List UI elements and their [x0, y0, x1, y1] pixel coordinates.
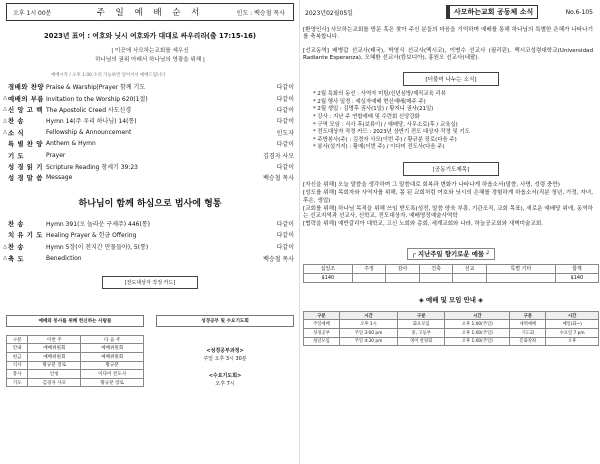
order-of-worship-page [2, 0, 298, 464]
page-title: 주 일 예 배 순 서 [96, 8, 204, 18]
service-times [156, 347, 294, 388]
volunteer-section [6, 315, 144, 388]
page-divider [299, 0, 300, 464]
table-cell: 매일(화~) [546, 320, 599, 329]
table-cell [453, 273, 487, 282]
table-cell: 오후 1:00(주일) [445, 320, 510, 329]
table-cell: 새벽예배 [510, 320, 546, 329]
table-cell: 주일 3:00 pm [339, 328, 397, 337]
table-cell: 황규분 [81, 361, 144, 370]
table-cell: 청년모임 [304, 337, 340, 346]
order-row [2, 138, 298, 149]
table-cell [486, 273, 555, 282]
stand-mark: △ [3, 106, 7, 113]
order-item-content: Hymn 391(오 놀라운 구세주) 446(통) [46, 220, 150, 228]
order-item-name: 경배와 찬양 [8, 83, 45, 92]
stand-mark: △ [3, 117, 7, 124]
table-cell: 이번 주 [28, 335, 81, 344]
table-cell: 시간 [546, 311, 599, 320]
year-theme: 2023년 표어 : 여호와 닛시 여호와가 대대로 싸우리라(출 17:15-16) [43, 32, 256, 40]
worship-notice: 예배시작 / 오후 1:00 소리 가능하면 일어서서 예배드립니다 [51, 73, 166, 78]
order-item-content: Prayer [46, 151, 66, 159]
table-cell: 오후 1:00(주일) [445, 337, 510, 346]
order-row [2, 115, 298, 126]
table-cell: 건축 [419, 264, 453, 273]
order-item-person: 백승철 목사 [263, 255, 294, 263]
order-item-name: 찬 송 [8, 117, 25, 126]
table-row [304, 264, 599, 273]
order-item-person: 다같이 [276, 95, 294, 103]
table-cell: 영어 찬양회 [398, 337, 445, 346]
schedule-table [303, 311, 599, 346]
stand-mark: △ [3, 129, 7, 136]
bulletin-date: 2023년02월05일 [305, 9, 353, 17]
prayer-topics-label: [공동기도제목] [403, 162, 499, 176]
order-item-name: 성 경 말 씀 [8, 174, 43, 183]
table-cell: 안칭 [28, 370, 81, 379]
stand-mark: △ [3, 255, 7, 262]
table-cell: 예배위원회 [28, 344, 81, 353]
order-item-name: 소 식 [8, 128, 25, 137]
missions-paragraph: [선교동역] 배병갑 선교사(태국), 박영식 선교사(멕시코), 이병수 선교사 (필리핀), 멕시코성령대학교(Universidad Radiante Esperanza), 오혜환 선교사(캄보디아), 홍원오 선교사(네팔). [303, 47, 593, 61]
service-time: 오후 1시 00분 [13, 9, 52, 17]
schedule-heading: ◈ 예배 및 모임 안내 ◈ [418, 295, 484, 304]
list-item: * 주방봉사(주) : 김경자 사모(이번 주) / 황규분 장로(다음 주) [313, 136, 457, 143]
response-order-list [2, 218, 298, 264]
order-item-person: 다같이 [276, 141, 294, 149]
shared-news-label: [더불어 나누는 소식] [403, 72, 499, 86]
worship-order-list [2, 81, 298, 184]
table-cell: 구분 [304, 311, 340, 320]
order-item-name: 기 도 [8, 151, 25, 160]
table-cell: 구분 [398, 311, 445, 320]
order-row [2, 92, 298, 103]
order-item-person: 인도자 [276, 129, 294, 137]
announcements [303, 27, 599, 62]
table-cell: $140 [555, 273, 598, 282]
order-item-content: Anthem & Hymn [46, 140, 96, 148]
evangelism-card-label: [전도대상자 작정 카드] [102, 276, 198, 289]
order-item-person: 다같이 [276, 232, 294, 240]
table-cell: 특별 기타 [486, 264, 555, 273]
table-cell: 김경자 사모 [28, 378, 81, 387]
table-cell: 시간 [445, 311, 510, 320]
order-item-name: 특 별 찬 양 [8, 140, 43, 149]
worship-leader: 인도 : 백승철 목사 [236, 9, 285, 17]
order-item-name: 신 앙 고 백 [8, 105, 43, 114]
table-cell: 기도 [7, 378, 28, 387]
order-item-name: 예배의 부름 [8, 94, 45, 103]
table-row [304, 320, 599, 329]
order-item-content: The Apostolic Creed 사도신경 [46, 106, 132, 114]
table-row [304, 311, 599, 320]
community-news-page [303, 0, 599, 464]
bottom-info [2, 315, 298, 388]
table-cell: 예배위원회 [81, 344, 144, 353]
order-row [2, 252, 298, 264]
order-item-content: Healing Prayer & 헌금 Offering [46, 232, 137, 240]
motto-line-2: 하나님의 권위 아래서 하나님의 영광을 위해 | [95, 57, 205, 63]
table-row [304, 328, 599, 337]
stand-mark: △ [3, 95, 7, 102]
table-cell: 주일 4:30 pm [339, 337, 397, 346]
table-cell: 구분 [510, 311, 546, 320]
table-cell: 십일조 [304, 264, 353, 273]
sermon-title: 하나님이 함께 하심으로 범사에 형통 [78, 198, 222, 209]
order-row [2, 149, 298, 160]
table-cell: 합계 [555, 264, 598, 273]
table-cell: 구분 [7, 335, 28, 344]
table-cell: 선교 [453, 264, 487, 273]
order-item-person: 다같이 [276, 220, 294, 228]
list-item: * 구역 모임 : 식사 후(보류이) / 예배당, 사무소로(후 / 교육실) [313, 121, 458, 128]
order-item-name: 찬 송 [8, 219, 25, 228]
table-cell: 중, 고등부 [398, 328, 445, 337]
table-cell: 헌금 [7, 353, 28, 362]
order-item-name: 축 도 [8, 254, 25, 263]
table-cell: 오후 [546, 337, 599, 346]
order-item-content: Hymn 14(주 우리 하나님) 14(통) [46, 118, 137, 126]
table-cell: 황규분 장로 [28, 361, 81, 370]
order-row [2, 241, 298, 253]
table-cell: 기도회 [510, 328, 546, 337]
table-cell: 안내 [7, 344, 28, 353]
order-row [2, 127, 298, 138]
prayer-item: [교회를 위해] 하나님 목적을 위해 쓰임 받도록(성전, 말씀 양육 부흥, 기관조직, 교회 목표), 새로운 예배당 위에, 동역하는 선교지역과 선교사, 신학교, 전도대상자, 예배영정예술사역학 [303, 205, 593, 220]
bible-study-section [156, 315, 294, 388]
table-cell: 예배위원회 [81, 353, 144, 362]
table-cell: 주정 [352, 264, 386, 273]
list-item: * 2월 행사 일정 : 예실자예배 현신예배(매주 주) [313, 98, 426, 105]
prayer-topics [303, 182, 599, 229]
service-caption: 성경공부 및 수요기도회 [156, 315, 294, 327]
order-item-content: Message [46, 174, 73, 182]
order-item-content: Benediction [46, 254, 82, 262]
table-row [7, 361, 144, 370]
order-row [2, 172, 298, 183]
order-row [2, 218, 298, 230]
order-item-content: Praise & Warship|Prayer 함께 기도 [46, 84, 146, 92]
list-item: * 2월 특화의 동선 : 사역자 미팅/신년심방/제직교육 리뷰 [313, 91, 446, 98]
table-row [304, 273, 599, 282]
table-cell: 화요모임 [398, 320, 445, 329]
order-row [2, 104, 298, 115]
worship-header [6, 3, 294, 21]
church-motto [2, 47, 298, 65]
list-item: * 2월 생일 : 김명후 권사(1일) / 황지니 권사(21일) [313, 106, 434, 113]
order-item-person: 다같이 [276, 163, 294, 171]
table-cell: 감사 [386, 264, 420, 273]
list-item: * 전도대상자 작정 카드 : 2023년 상반기 전도 대상자 작정 및 기도 [313, 129, 470, 136]
offering-label: ┌ 지난주일 향기로운 예물 ┘ [407, 248, 495, 260]
table-row [7, 344, 144, 353]
order-item-content: Fellowship & Announcement [46, 128, 132, 136]
bible-study-time: 주일 오후 3시 30분 [203, 355, 247, 362]
list-item: * 강사 : 지난 주 연합예배 및 수련회 신앙강화 [313, 113, 420, 120]
offering-heading [303, 249, 599, 258]
order-item-person: 다같이 [276, 244, 294, 251]
table-cell [419, 273, 453, 282]
table-row [304, 337, 599, 346]
order-item-person: 다같이 [276, 84, 294, 92]
table-cell: 이다미 전도사 [81, 370, 144, 379]
news-list [303, 91, 599, 152]
order-item-person: 다같이 [276, 118, 294, 126]
order-row [2, 161, 298, 172]
news-title: 사모하는교회 공동체 소식 [446, 5, 538, 19]
table-cell: 문화강좌 [510, 337, 546, 346]
motto-line-1: | 이곳에 사모하는교회를 세우신 [111, 48, 189, 54]
order-item-name: 치 유 기 도 [8, 231, 43, 240]
table-row [7, 353, 144, 362]
order-item-content: Hymn 5장(이 천지간 만물들아), 5(통) [46, 244, 149, 251]
news-header [303, 4, 599, 20]
table-cell: $140 [304, 273, 353, 282]
table-row [7, 378, 144, 387]
prayer-item: [성도를 위해] 목회자와 사역자를 위해, 몸 된 교회처럼 여호와 닛시의 은혜를 경험하게 하옵소서(직분 청년, 가정, 자녀, 후손, 생업) [303, 190, 593, 204]
volunteer-table [6, 335, 144, 388]
table-cell: 성경공부 [304, 328, 340, 337]
welcome-paragraph: [환영인사] 사모하는교회를 방문 혹은 찾아 주신 분들의 마음을 기억하며 예배를 통해 하나님의 특별한 은혜가 나타나기를 축복합니다. [303, 27, 593, 41]
prayer-meeting-time: 오후 7시 [215, 380, 235, 387]
table-cell: 예배위원회 [28, 353, 81, 362]
table-cell: 식사 [7, 361, 28, 370]
bible-study-title: <성경공부과정> [206, 347, 244, 354]
order-item-name: 찬 송 [8, 243, 25, 251]
order-item-content: Scripture Reading 창세기 39:23 [46, 163, 138, 171]
table-cell: 황규분 장로 [81, 378, 144, 387]
table-cell: 봉사 [7, 370, 28, 379]
prayer-item: [협력을 위해] 예반갈리아 대학교, 고신 노회와 총회, 세계교회와 나라, 하늘공교회와 새벽미술교회. [303, 221, 543, 228]
table-row [7, 335, 144, 344]
order-row [2, 81, 298, 92]
order-item-content: Invitation to the Worship 620(1절) [46, 95, 148, 103]
order-item-name: 성 경 읽 기 [8, 162, 43, 171]
table-cell: 오후 1:00(주일) [445, 328, 510, 337]
table-cell [352, 273, 386, 282]
table-cell: 다 음 주 [81, 335, 144, 344]
table-row [7, 370, 144, 379]
bulletin-number: No.6-105 [565, 8, 593, 16]
stand-mark: △ [3, 243, 7, 250]
order-row [2, 229, 298, 241]
prayer-meeting-title: <수요기도회> [208, 372, 242, 379]
order-item-person: 다같이 [276, 106, 294, 114]
table-cell: 오후 1시 [339, 320, 397, 329]
list-item: * 봉사(설거지) : 황예(이번 주) / 이다미 전도사(다음 주) [313, 144, 445, 151]
table-cell: 시간 [339, 311, 397, 320]
table-cell: 수요일 7 pm [546, 328, 599, 337]
prayer-item: [자신을 위해] 오늘 말씀을 생각하며 그 말씀대로 회복과 변화가 나타나게 하옵소서(말씀, 사명, 성령 충만) [303, 181, 560, 188]
offering-table [303, 264, 599, 283]
table-cell: 주일예배 [304, 320, 340, 329]
order-item-person: 백승철 목사 [263, 175, 294, 183]
table-cell [386, 273, 420, 282]
order-item-person: 김경자 사모 [263, 152, 294, 160]
volunteer-caption: 예배와 봉사를 위해 헌신하는 사람들 [6, 315, 144, 327]
